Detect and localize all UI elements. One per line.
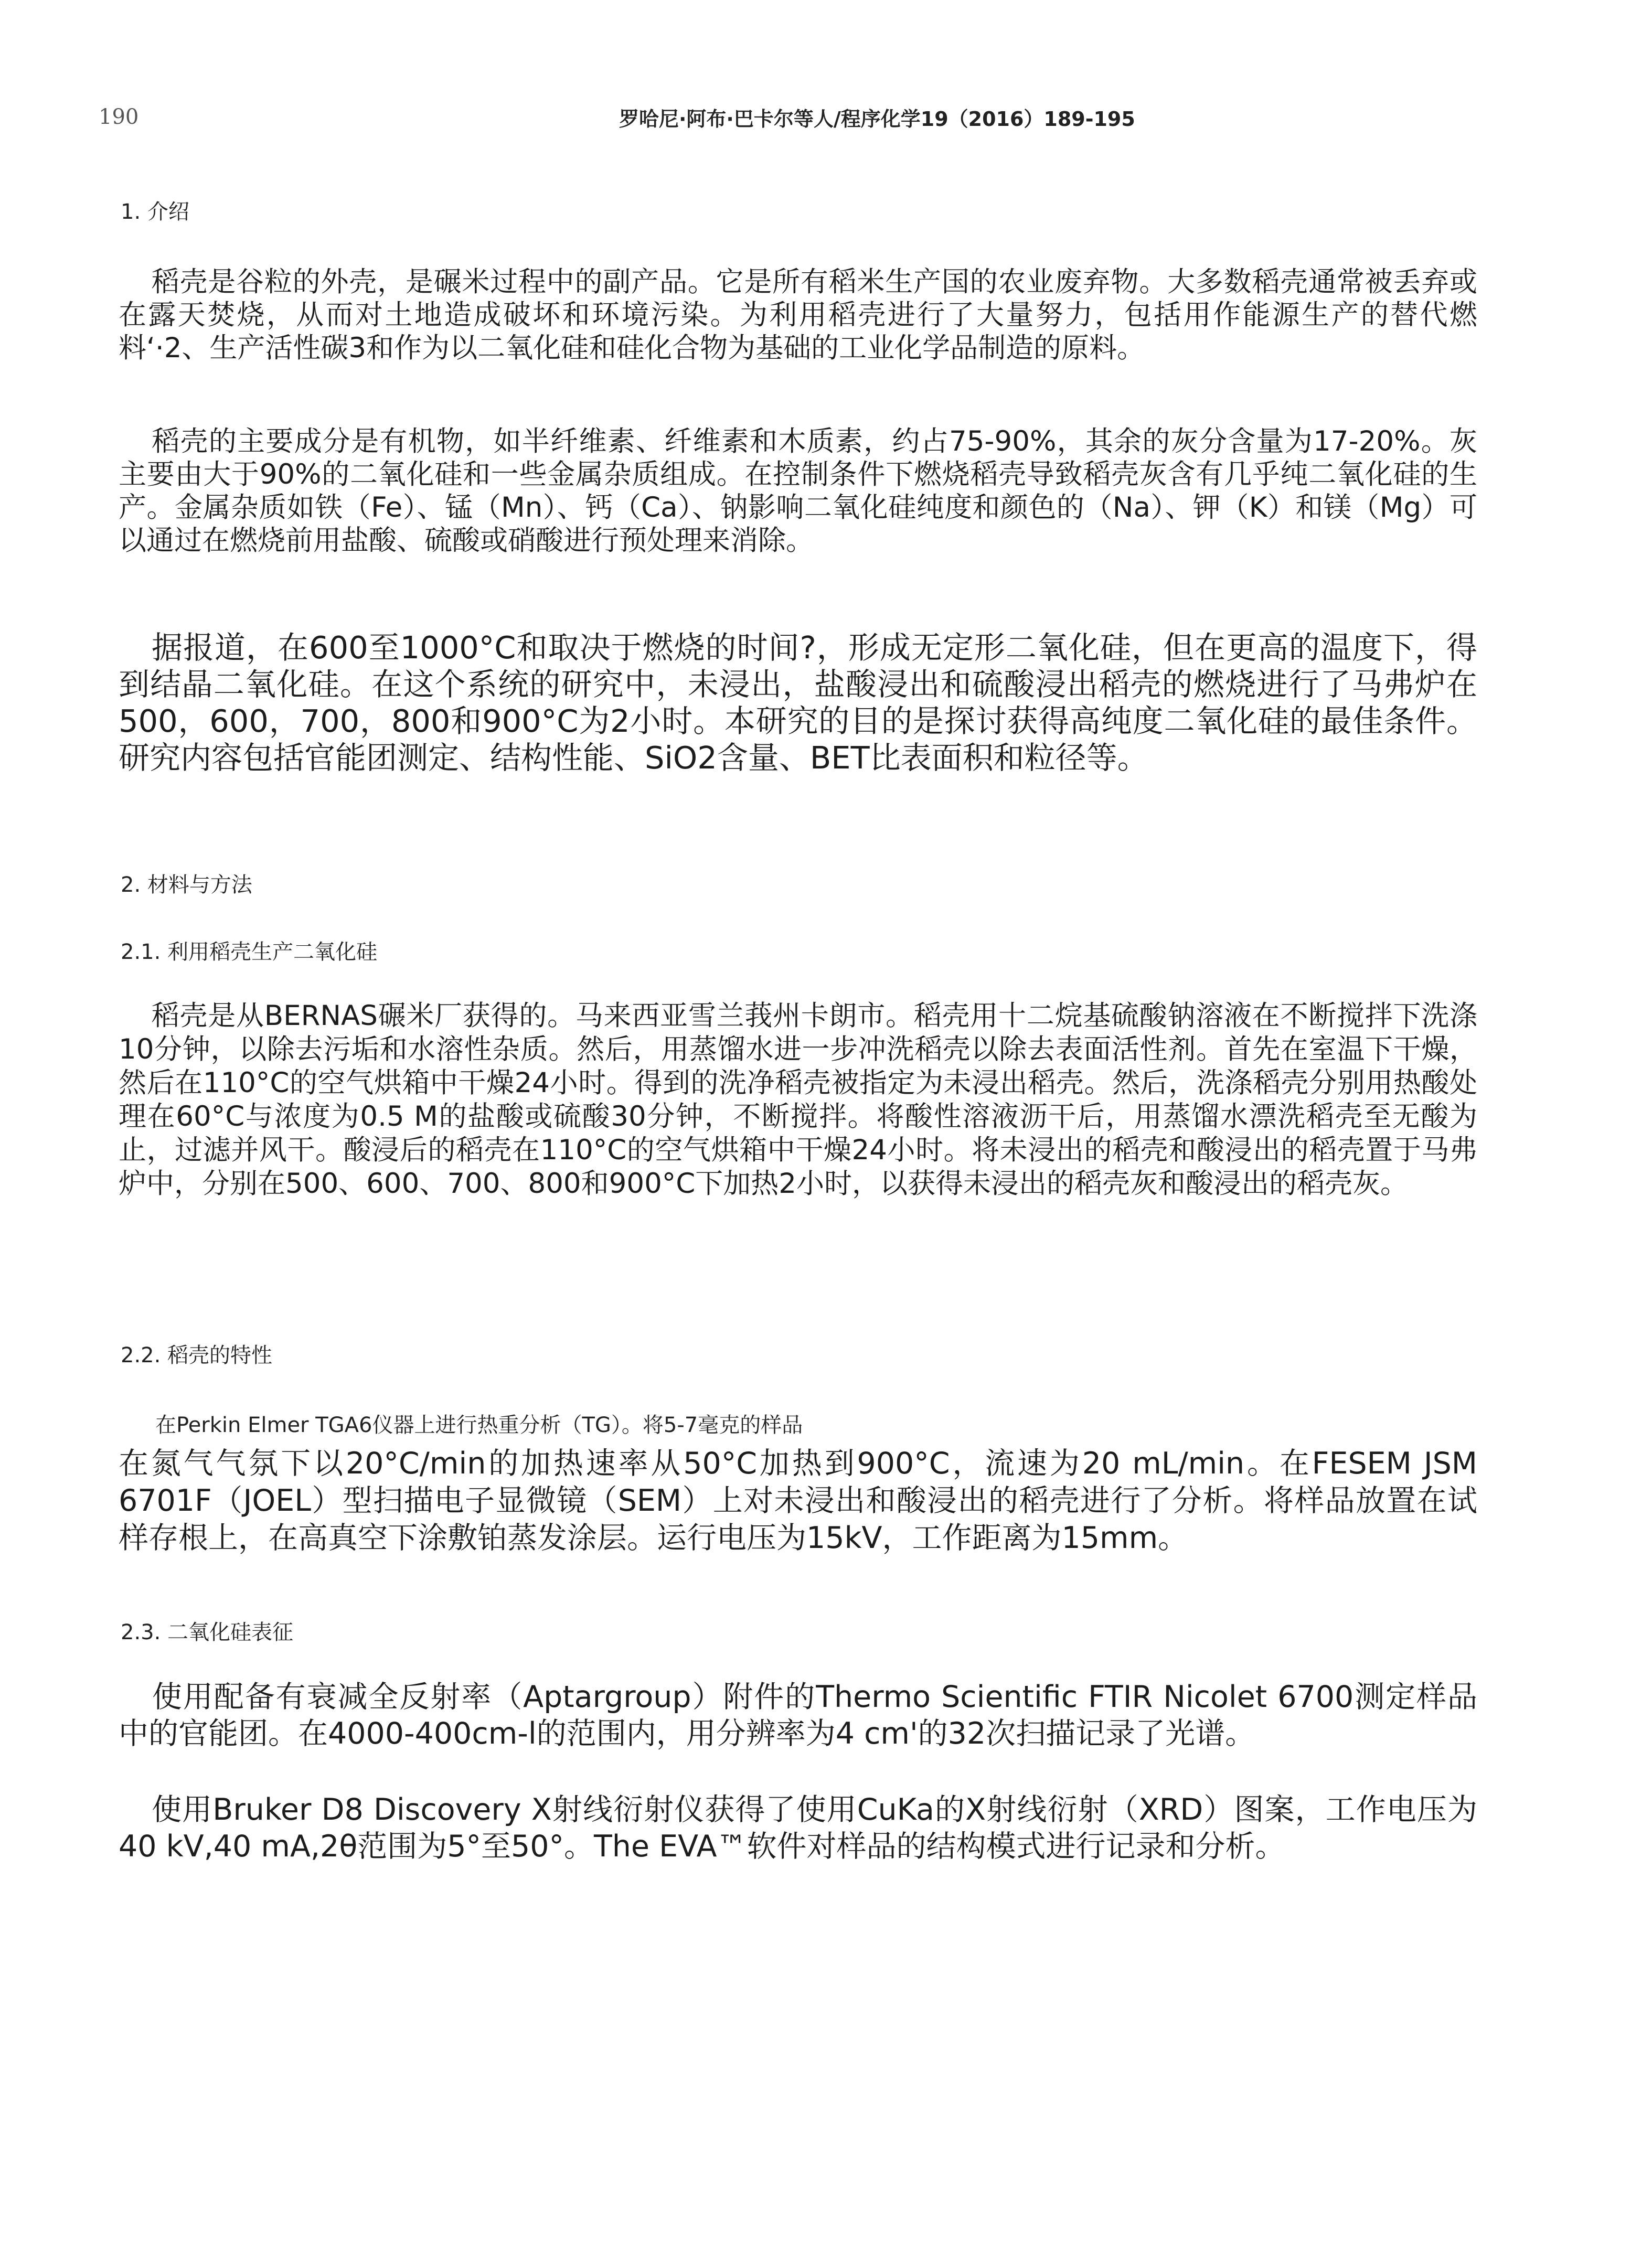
paragraph-intro-3: 据报道，在600至1000°C和取决于燃烧的时间?，形成无定形二氧化硅，但在更高的温度下，得到结晶二氧化硅。在这个系统的研究中，未浸出，盐酸浸出和硫酸浸出稻壳的燃烧进行了马弗炉在500，600，700，800和900°C为2小时。本研究的目的是探讨获得高纯度二氧化硅的最佳条件。研究内容包括官能团测定、结构性能、SiO2含量、BET比表面积和粒径等。 — [119, 629, 1477, 776]
section-heading-intro: 1. 介绍 — [121, 200, 189, 224]
page-number: 190 — [99, 105, 139, 129]
subsection-heading-production: 2.1. 利用稻壳生产二氧化硅 — [121, 940, 378, 964]
paragraph-intro-1: 稻壳是谷粒的外壳，是碾米过程中的副产品。它是所有稻米生产国的农业废弃物。大多数稻壳通常被丢弃或在露天焚烧，从而对土地造成破坏和环境污染。为利用稻壳进行了大量努力，包括用作能源生产的替代燃料‘·2、生产活性碳3和作为以二氧化硅和硅化合物为基础的工业化学品制造的原料。 — [119, 266, 1477, 364]
paragraph-silica-ftir: 使用配备有衰减全反射率（Aptargroup）附件的Thermo Scientific FTIR Nicolet 6700测定样品中的官能团。在4000-400cm-l的范围内，用分辨率为4 cm'的32次扫描记录了光谱。 — [119, 1680, 1477, 1751]
paragraph-characterization: 在氮气气氛下以20°C/min的加热速率从50°C加热到900°C，流速为20 mL/min。在FESEM JSM 6701F（JOEL）型扫描电子显微镜（SEM）上对未浸出和酸浸出的稻壳进行了分析。将样品放置在试样存根上，在高真空下涂敷铂蒸发涂层。运行电压为15kV，工作距离为15mm。 — [119, 1446, 1477, 1555]
paragraph-production: 稻壳是从BERNAS碾米厂获得的。马来西亚雪兰莪州卡朗市。稻壳用十二烷基硫酸钠溶液在不断搅拌下洗涤10分钟，以除去污垢和水溶性杂质。然后，用蒸馏水进一步冲洗稻壳以除去表面活性剂。首先在室温下干燥，然后在110°C的空气烘箱中干燥24小时。得到的洗净稻壳被指定为未浸出稻壳。然后，洗涤稻壳分别用热酸处理在60°C与浓度为0.5 M的盐酸或硫酸30分钟，不断搅拌。将酸性溶液沥干后，用蒸馏水漂洗稻壳至无酸为止，过滤并风干。酸浸后的稻壳在110°C的空气烘箱中干燥24小时。将未浸出的稻壳和酸浸出的稻壳置于马弗炉中，分别在500、600、700、800和900°C下加热2小时，以获得未浸出的稻壳灰和酸浸出的稻壳灰。 — [119, 1000, 1477, 1200]
subsection-heading-silica: 2.3. 二氧化硅表征 — [121, 1620, 294, 1644]
section-heading-methods: 2. 材料与方法 — [121, 873, 252, 897]
characterization-lead-line: 在Perkin Elmer TGA6仪器上进行热重分析（TG）。将5-7毫克的样品 — [155, 1413, 803, 1437]
paragraph-intro-2: 稻壳的主要成分是有机物，如半纤维素、纤维素和木质素，约占75-90%，其余的灰分含量为17-20%。灰主要由大于90%的二氧化硅和一些金属杂质组成。在控制条件下燃烧稻壳导致稻壳灰含有几乎纯二氧化硅的生产。金属杂质如铁（Fe）、锰（Mn）、钙（Ca）、钠影响二氧化硅纯度和颜色的（Na）、钾（K）和镁（Mg）可以通过在燃烧前用盐酸、硫酸或硝酸进行预处理来消除。 — [119, 425, 1477, 557]
subsection-heading-characterization: 2.2. 稻壳的特性 — [121, 1343, 273, 1368]
running-header: 罗哈尼·阿布·巴卡尔等人/程序化学19（2016）189-195 — [619, 108, 1135, 131]
paragraph-silica-xrd: 使用Bruker D8 Discovery X射线衍射仪获得了使用CuKa的X射线衍射（XRD）图案，工作电压为40 kV,40 mA,2θ范围为5°至50°。The EVA™软件对样品的结构模式进行记录和分析。 — [119, 1792, 1477, 1864]
